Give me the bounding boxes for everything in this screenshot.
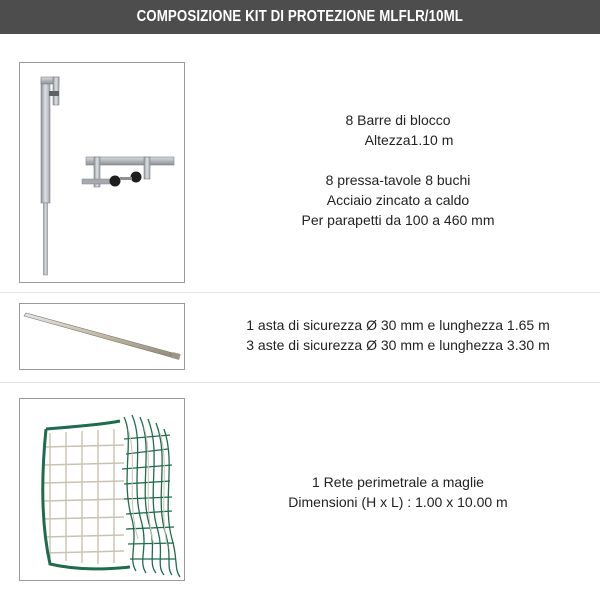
divider: [0, 382, 600, 383]
item-1-line-1: 8 Barre di blocco: [345, 112, 451, 128]
divider: [0, 292, 600, 293]
safety-net-illustration: [20, 399, 186, 582]
item-2-line-1: 1 asta di sicurezza Ø 30 mm e lunghezza 1.65 m: [246, 317, 550, 333]
item-2-description: [196, 315, 600, 355]
item-1b-line-3: Per parapetti da 100 a 460 mm: [301, 212, 495, 228]
item-3-description: [196, 472, 600, 512]
item-3-line-1: 1 Rete perimetrale a maglie: [312, 474, 484, 490]
title-bar: [0, 0, 600, 34]
safety-pole-illustration: [20, 304, 186, 371]
item-1b-line-1: 8 pressa-tavole 8 buchi: [325, 172, 471, 188]
page-title: COMPOSIZIONE KIT DI PROTEZIONE MLFLR/10ML: [136, 8, 464, 25]
item-3-line-2: Dimensioni (H x L) : 1.00 x 10.00 m: [288, 494, 508, 510]
item-1b-line-2: Acciaio zincato a caldo: [326, 192, 470, 208]
item-1-line-2: Altezza1.10 m: [364, 132, 454, 148]
blocking-bar-clamp-illustration: [20, 63, 186, 284]
safety-pole-image: [19, 303, 185, 370]
item-2-line-2: 3 aste di sicurezza Ø 30 mm e lunghezza 3.30 m: [246, 337, 550, 353]
blocking-bar-image: [19, 62, 185, 283]
safety-net-image: [19, 398, 185, 581]
item-1-description: [196, 110, 600, 230]
